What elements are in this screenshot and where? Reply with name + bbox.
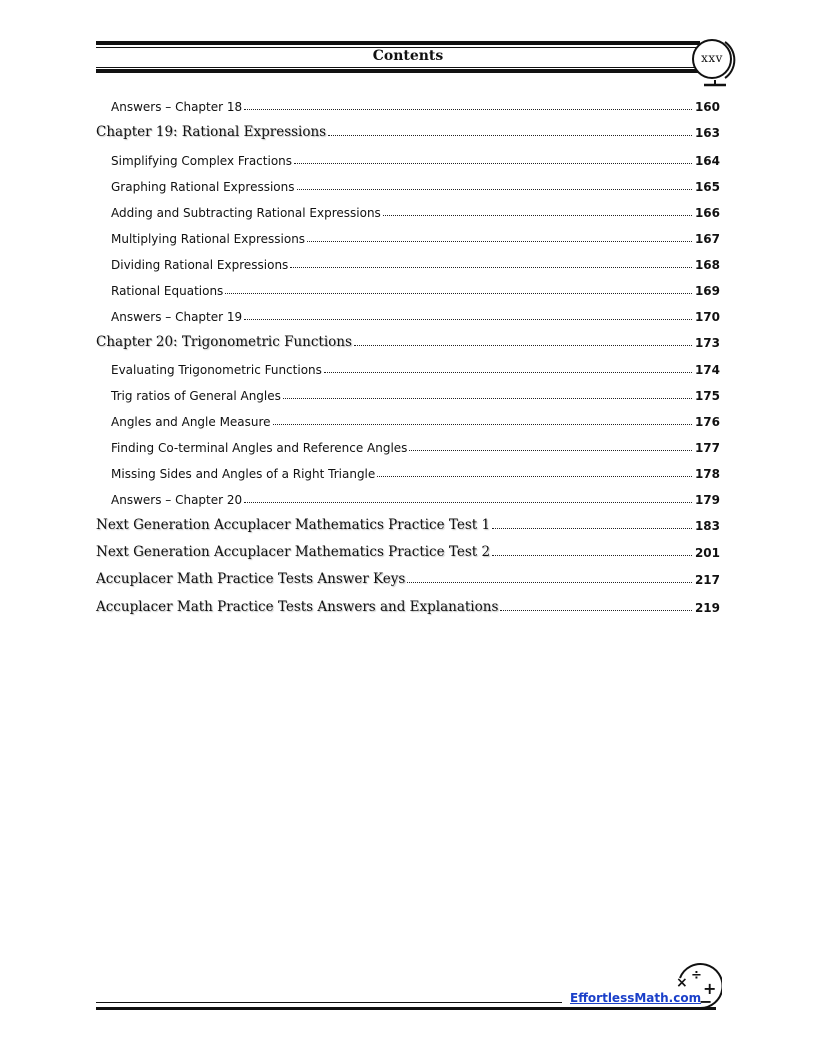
page-number: xxv <box>701 51 723 65</box>
math-operators-icon <box>670 962 722 1010</box>
footer-rule-long <box>236 1002 562 1003</box>
toc-entry-page: 177 <box>694 441 720 455</box>
toc-entry-page: 219 <box>694 601 720 615</box>
toc-entry-page: 178 <box>694 467 720 481</box>
toc-leader-dots <box>324 372 692 373</box>
svg-text:×: × <box>676 975 688 991</box>
toc-entry-page: 163 <box>694 126 720 140</box>
toc-entry-title: Dividing Rational Expressions <box>111 258 289 272</box>
toc-chapter-entry[interactable] <box>96 540 720 560</box>
toc-entry[interactable] <box>96 487 720 507</box>
toc-entry-page: 183 <box>694 519 720 533</box>
toc-leader-dots <box>244 502 692 503</box>
toc-entry-title: Next Generation Accuplacer Mathematics Practice Test 2 <box>96 544 491 560</box>
toc-leader-dots <box>492 528 692 529</box>
header-rule-top <box>96 41 700 45</box>
toc-entry[interactable] <box>96 226 720 246</box>
toc-entry-page: 166 <box>694 206 720 220</box>
toc-entry[interactable] <box>96 357 720 377</box>
toc-leader-dots <box>290 267 692 268</box>
toc-entry[interactable] <box>96 174 720 194</box>
toc-entry-page: 217 <box>694 573 720 587</box>
toc-entry-title: Rational Equations <box>111 284 224 298</box>
header-rule-bottom <box>96 69 700 73</box>
toc-chapter-entry[interactable] <box>96 120 720 140</box>
page-title: Contents <box>372 48 444 64</box>
toc-entry-title: Graphing Rational Expressions <box>111 180 295 194</box>
toc-entry-page: 169 <box>694 284 720 298</box>
toc-entry[interactable] <box>96 461 720 481</box>
toc-chapter-entry[interactable] <box>96 567 720 587</box>
toc-entry-page: 160 <box>694 100 720 114</box>
footer-rule-thick <box>96 1007 716 1010</box>
toc-entry-page: 167 <box>694 232 720 246</box>
toc-entry-page: 173 <box>694 336 720 350</box>
toc-entry-title: Chapter 19: Rational Expressions <box>96 124 327 140</box>
toc-entry-title: Trig ratios of General Angles <box>111 389 281 403</box>
toc-entry[interactable] <box>96 409 720 429</box>
toc-leader-dots <box>383 215 692 216</box>
toc-entry-page: 201 <box>694 546 720 560</box>
toc-entry[interactable] <box>96 383 720 403</box>
toc-entry-page: 179 <box>694 493 720 507</box>
toc-entry-title: Answers – Chapter 20 <box>111 493 243 507</box>
svg-text:−: − <box>699 992 713 1010</box>
header-rule-bottom-thin <box>96 67 700 68</box>
toc-chapter-entry[interactable] <box>96 595 720 615</box>
toc-entry-page: 165 <box>694 180 720 194</box>
footer-website-link[interactable]: EffortlessMath.com <box>570 991 702 1005</box>
svg-text:+: + <box>703 979 717 998</box>
toc-leader-dots <box>328 135 692 136</box>
toc-entry-page: 168 <box>694 258 720 272</box>
toc-entry[interactable] <box>96 148 720 168</box>
toc-entry-title: Answers – Chapter 18 <box>111 100 243 114</box>
toc-entry[interactable] <box>96 304 720 324</box>
toc-entry-title: Multiplying Rational Expressions <box>111 232 306 246</box>
toc-leader-dots <box>225 293 692 294</box>
toc-leader-dots <box>409 450 692 451</box>
toc-entry-title: Angles and Angle Measure <box>111 415 271 429</box>
toc-leader-dots <box>492 555 692 556</box>
toc-entry-page: 174 <box>694 363 720 377</box>
toc-entry[interactable] <box>96 435 720 455</box>
toc-entry-page: 176 <box>694 415 720 429</box>
toc-entry-page: 170 <box>694 310 720 324</box>
toc-entry[interactable] <box>96 200 720 220</box>
toc-entry-title: Evaluating Trigonometric Functions <box>111 363 322 377</box>
toc-leader-dots <box>244 319 692 320</box>
toc-entry-page: 164 <box>694 154 720 168</box>
toc-entry-title: Simplifying Complex Fractions <box>111 154 293 168</box>
toc-entry-title: Accuplacer Math Practice Tests Answer Keys <box>96 571 406 587</box>
toc-leader-dots <box>377 476 692 477</box>
toc-leader-dots <box>297 189 692 190</box>
footer-rule-short <box>96 1002 236 1003</box>
toc-entry-title: Adding and Subtracting Rational Expressions <box>111 206 381 220</box>
toc-chapter-entry[interactable] <box>96 513 720 533</box>
toc-entry-title: Missing Sides and Angles of a Right Triangle <box>111 467 376 481</box>
toc-leader-dots <box>244 109 692 110</box>
toc-leader-dots <box>500 610 692 611</box>
toc-entry-title: Finding Co-terminal Angles and Reference Angles <box>111 441 408 455</box>
toc-leader-dots <box>273 424 692 425</box>
toc-leader-dots <box>407 582 692 583</box>
svg-text:÷: ÷ <box>691 968 702 983</box>
toc-entry-title: Accuplacer Math Practice Tests Answers and Explanations <box>96 599 499 615</box>
toc-entry-title: Chapter 20: Trigonometric Functions <box>96 334 352 350</box>
toc-entry-page: 175 <box>694 389 720 403</box>
toc-leader-dots <box>354 345 692 346</box>
toc-chapter-entry[interactable] <box>96 330 720 350</box>
toc-entry[interactable] <box>96 252 720 272</box>
toc-leader-dots <box>294 163 692 164</box>
toc-leader-dots <box>307 241 692 242</box>
toc-entry[interactable] <box>96 278 720 298</box>
toc-entry[interactable] <box>96 94 720 114</box>
toc-leader-dots <box>283 398 692 399</box>
toc-entry-title: Next Generation Accuplacer Mathematics Practice Test 1 <box>96 517 491 533</box>
toc-entry-title: Answers – Chapter 19 <box>111 310 243 324</box>
